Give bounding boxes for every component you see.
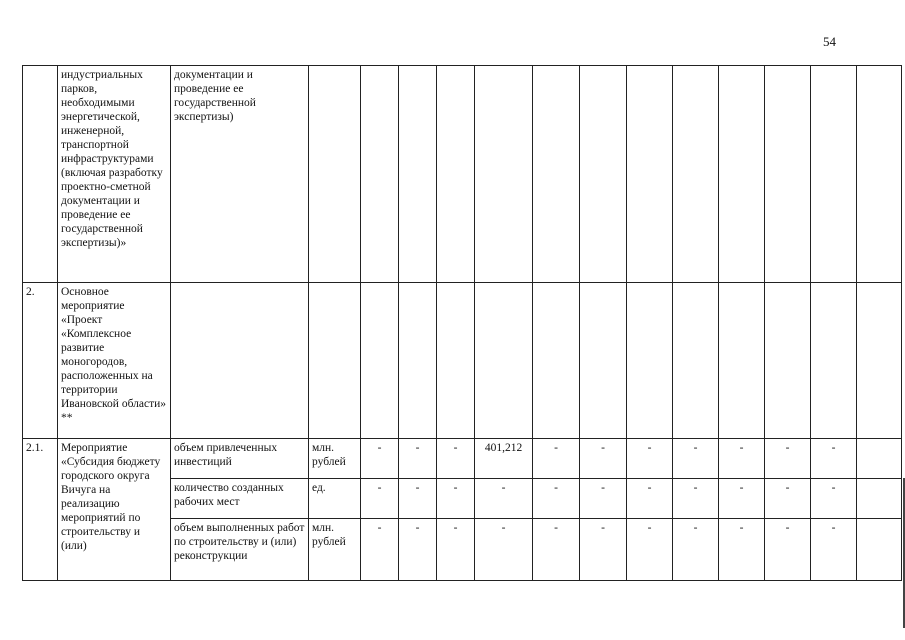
unit-cell: млн. рублей	[309, 519, 361, 581]
value-cell	[857, 66, 902, 283]
value-cell: -	[765, 479, 811, 519]
value-cell: -	[719, 519, 765, 581]
value-cell: -	[580, 519, 627, 581]
page-number: 54	[823, 34, 836, 49]
value-cell	[811, 283, 857, 439]
value-cell: -	[437, 479, 475, 519]
indicator-cell: документации и проведение ее государственной экспертизы)	[171, 66, 309, 283]
value-cell: -	[811, 519, 857, 581]
value-cell	[719, 283, 765, 439]
value-cell	[580, 283, 627, 439]
value-cell: 401,212	[475, 439, 533, 479]
value-cell	[765, 283, 811, 439]
value-cell: -	[580, 479, 627, 519]
value-cell: -	[361, 439, 399, 479]
value-cell	[627, 283, 673, 439]
value-cell: -	[627, 439, 673, 479]
value-cell: -	[673, 439, 719, 479]
value-cell	[399, 66, 437, 283]
value-cell	[533, 283, 580, 439]
value-cell: -	[361, 479, 399, 519]
table-row	[23, 66, 902, 283]
value-cell	[361, 66, 399, 283]
value-cell: -	[719, 439, 765, 479]
value-cell: -	[811, 439, 857, 479]
value-cell: -	[533, 439, 580, 479]
value-cell	[673, 66, 719, 283]
value-cell: -	[627, 479, 673, 519]
value-cell: -	[719, 479, 765, 519]
indicator-cell	[171, 283, 309, 439]
value-cell	[857, 439, 902, 479]
value-cell	[627, 66, 673, 283]
value-cell: -	[361, 519, 399, 581]
table-row	[23, 283, 902, 439]
value-cell	[857, 283, 902, 439]
value-cell: -	[765, 519, 811, 581]
value-cell	[533, 66, 580, 283]
value-cell: -	[673, 479, 719, 519]
value-cell: -	[399, 519, 437, 581]
unit-cell	[309, 66, 361, 283]
value-cell	[437, 66, 475, 283]
value-cell	[475, 66, 533, 283]
value-cell: -	[580, 439, 627, 479]
value-cell	[719, 66, 765, 283]
value-cell: -	[811, 479, 857, 519]
activity-name-cell: Мероприятие «Субсидия бюджету городского округа Вичуга на реализацию мероприятий по строительству и (или)	[58, 439, 171, 581]
value-cell: -	[475, 519, 533, 581]
indicator-cell: объем привлеченных инвестиций	[171, 439, 309, 479]
value-cell	[857, 479, 902, 519]
value-cell: -	[533, 519, 580, 581]
indicator-cell: объем выполненных работ по строительству и (или) реконструкции	[171, 519, 309, 581]
value-cell	[765, 66, 811, 283]
unit-cell: млн. рублей	[309, 439, 361, 479]
value-cell	[399, 283, 437, 439]
value-cell: -	[533, 479, 580, 519]
value-cell	[361, 283, 399, 439]
value-cell: -	[437, 439, 475, 479]
value-cell: -	[765, 439, 811, 479]
value-cell	[857, 519, 902, 581]
value-cell: -	[475, 479, 533, 519]
indicators-table	[22, 65, 902, 581]
activity-name-cell: Основное мероприятие «Проект «Комплексное развитие моногородов, расположенных на территории Ивановской области» **	[58, 283, 171, 439]
value-cell	[437, 283, 475, 439]
unit-cell	[309, 283, 361, 439]
row-number-cell: 2.	[23, 283, 58, 439]
row-number-cell: 2.1.	[23, 439, 58, 581]
value-cell: -	[437, 519, 475, 581]
row-number-cell	[23, 66, 58, 283]
value-cell	[475, 283, 533, 439]
value-cell	[673, 283, 719, 439]
activity-name-cell: индустриальных парков, необходимыми энергетической, инженерной, транспортной инфраструктурами (включая разработку проектно-сметной документации и проведение ее государственной экспертизы)»	[58, 66, 171, 283]
indicator-cell: количество созданных рабочих мест	[171, 479, 309, 519]
unit-cell: ед.	[309, 479, 361, 519]
value-cell: -	[399, 439, 437, 479]
value-cell: -	[399, 479, 437, 519]
value-cell: -	[673, 519, 719, 581]
value-cell	[580, 66, 627, 283]
value-cell	[811, 66, 857, 283]
value-cell: -	[627, 519, 673, 581]
table-row	[23, 439, 902, 479]
